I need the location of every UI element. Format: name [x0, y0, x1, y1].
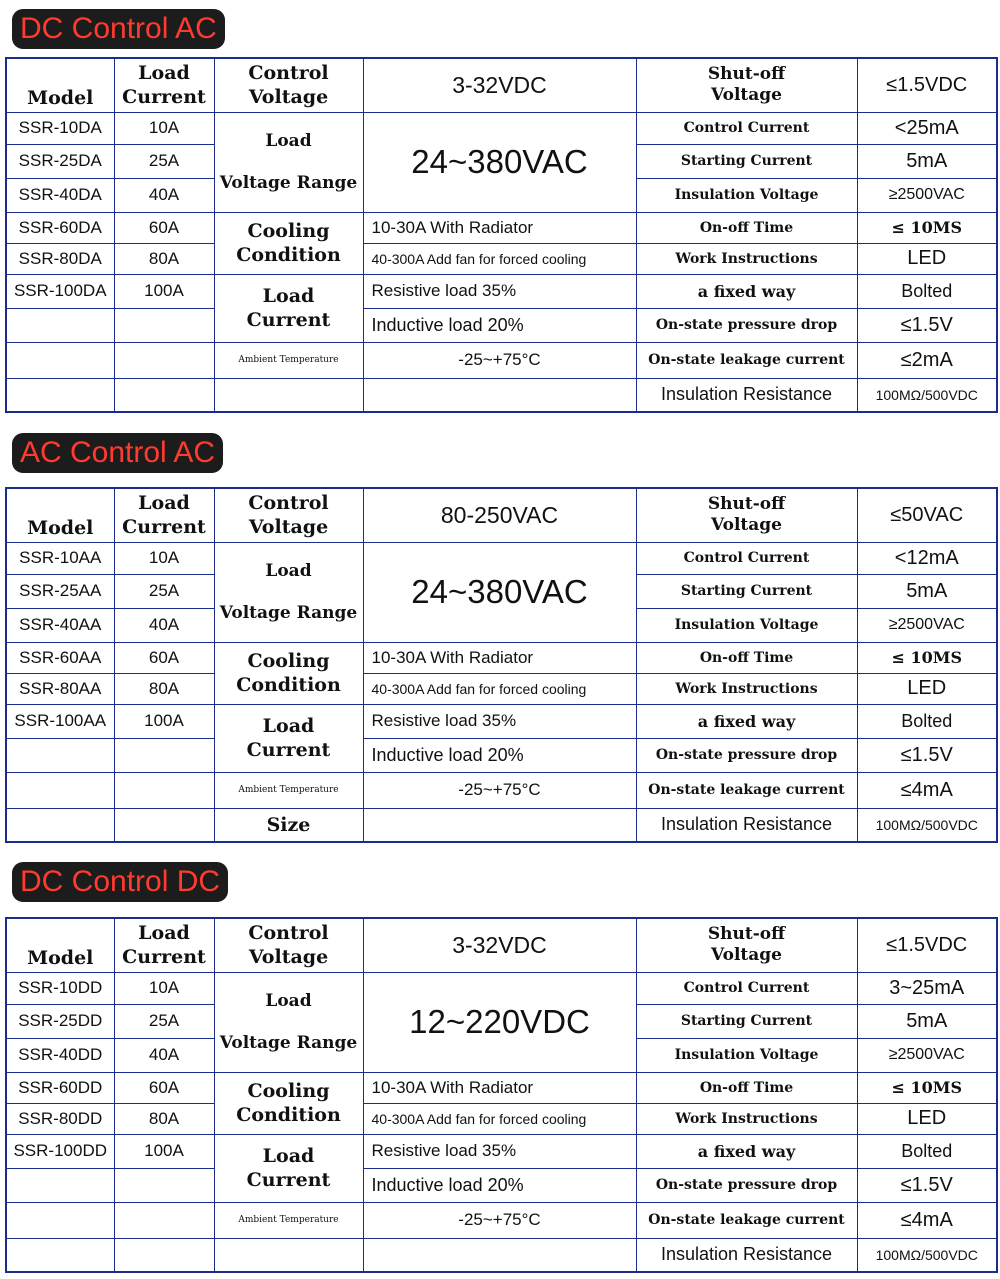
spec-value: ≤1.5V: [857, 738, 997, 772]
model-header: Model: [6, 58, 114, 112]
empty-cell: [363, 808, 636, 842]
spec-label: Starting Current: [636, 574, 857, 608]
model-cell: SSR-80DA: [6, 243, 114, 274]
spec-label: Starting Current: [636, 1004, 857, 1038]
load-voltage-value: 24~380VAC: [363, 112, 636, 212]
spec-value: 100MΩ/500VDC: [857, 1238, 997, 1272]
load-voltage-label-line2: Voltage Range: [219, 603, 358, 623]
spec-label: a fixed way: [636, 274, 857, 308]
spec-label: Insulation Voltage: [636, 178, 857, 212]
current-cell: 10A: [114, 542, 214, 574]
load-voltage-label: [214, 972, 363, 1072]
table-row: [6, 772, 997, 808]
load-current-value-1: Resistive load 35%: [363, 1134, 636, 1168]
size-label: Size: [214, 808, 363, 842]
cooling-condition-label: Cooling Condition: [214, 1072, 363, 1134]
spec-value: ≤1.5V: [857, 1168, 997, 1202]
model-cell: SSR-100AA: [6, 704, 114, 738]
spec-label: a fixed way: [636, 1134, 857, 1168]
spec-label: Control Current: [636, 972, 857, 1004]
control-voltage-value: 3-32VDC: [363, 918, 636, 972]
load-current-label: Load Current: [214, 274, 363, 342]
empty-cell: [114, 308, 214, 342]
load-voltage-label: [214, 542, 363, 642]
model-cell: SSR-100DA: [6, 274, 114, 308]
spec-value: 5mA: [857, 1004, 997, 1038]
section-title-badge-2: AC Control AC: [12, 433, 223, 473]
ambient-temperature-label: Ambient Temperature: [214, 772, 363, 808]
table-row: [6, 112, 997, 144]
ambient-temperature-label: Ambient Temperature: [214, 1202, 363, 1238]
load-current-header: Load Current: [114, 488, 214, 542]
current-cell: 40A: [114, 1038, 214, 1072]
control-voltage-header: Control Voltage: [214, 918, 363, 972]
model-cell: SSR-100DD: [6, 1134, 114, 1168]
empty-cell: [363, 1238, 636, 1272]
cooling-value-2: 40-300A Add fan for forced cooling: [363, 1103, 636, 1134]
table-row: [6, 308, 997, 342]
table-row: [6, 1103, 997, 1134]
empty-cell: [6, 308, 114, 342]
table-row: [6, 274, 997, 308]
load-voltage-value: 24~380VAC: [363, 542, 636, 642]
shutoff-voltage-value: ≤1.5VDC: [857, 58, 997, 112]
current-cell: 100A: [114, 1134, 214, 1168]
table-row: [6, 642, 997, 673]
model-cell: SSR-60DA: [6, 212, 114, 243]
header-row: [6, 488, 997, 542]
spec-value: ≤ 10MS: [857, 1072, 997, 1103]
empty-cell: [6, 378, 114, 412]
model-header: Model: [6, 488, 114, 542]
load-voltage-label: [214, 112, 363, 212]
empty-cell: [6, 738, 114, 772]
empty-cell: [114, 738, 214, 772]
spec-value: 100MΩ/500VDC: [857, 808, 997, 842]
spec-value: LED: [857, 1103, 997, 1134]
current-cell: 40A: [114, 178, 214, 212]
empty-cell: [363, 378, 636, 412]
cooling-value-1: 10-30A With Radiator: [363, 1072, 636, 1103]
size-label: [214, 378, 363, 412]
empty-cell: [6, 342, 114, 378]
current-cell: 60A: [114, 1072, 214, 1103]
spec-value: 5mA: [857, 144, 997, 178]
model-cell: SSR-25AA: [6, 574, 114, 608]
table-row: [6, 972, 997, 1004]
model-cell: SSR-80AA: [6, 673, 114, 704]
spec-label: On-off Time: [636, 642, 857, 673]
current-cell: 25A: [114, 574, 214, 608]
spec-value: 3~25mA: [857, 972, 997, 1004]
section-title-badge-3: DC Control DC: [12, 862, 228, 902]
table-row: [6, 212, 997, 243]
empty-cell: [114, 342, 214, 378]
control-voltage-header: Control Voltage: [214, 58, 363, 112]
current-cell: 100A: [114, 704, 214, 738]
size-label: [214, 1238, 363, 1272]
load-current-label: Load Current: [214, 704, 363, 772]
table-row: [6, 542, 997, 574]
spec-table-2: [5, 487, 998, 843]
spec-value: ≤1.5V: [857, 308, 997, 342]
current-cell: 100A: [114, 274, 214, 308]
spec-label: On-off Time: [636, 1072, 857, 1103]
load-current-value-2: Inductive load 20%: [363, 738, 636, 772]
spec-value: ≤4mA: [857, 772, 997, 808]
spec-label: On-state pressure drop: [636, 1168, 857, 1202]
cooling-value-2: 40-300A Add fan for forced cooling: [363, 673, 636, 704]
header-row: [6, 58, 997, 112]
shutoff-voltage-header: Shut-off Voltage: [636, 918, 857, 972]
cooling-condition-label: Cooling Condition: [214, 642, 363, 704]
model-cell: SSR-80DD: [6, 1103, 114, 1134]
load-voltage-value: 12~220VDC: [363, 972, 636, 1072]
empty-cell: [114, 1168, 214, 1202]
spec-value: <12mA: [857, 542, 997, 574]
spec-value: ≥2500VAC: [857, 608, 997, 642]
cooling-condition-label: Cooling Condition: [214, 212, 363, 274]
current-cell: 80A: [114, 1103, 214, 1134]
spec-value: Bolted: [857, 274, 997, 308]
shutoff-voltage-header: Shut-off Voltage: [636, 488, 857, 542]
spec-value: LED: [857, 243, 997, 274]
control-voltage-header: Control Voltage: [214, 488, 363, 542]
empty-cell: [114, 1202, 214, 1238]
load-current-value-1: Resistive load 35%: [363, 274, 636, 308]
spec-label: Work Instructions: [636, 673, 857, 704]
load-voltage-label-line2: Voltage Range: [219, 1033, 358, 1053]
spec-label: Work Instructions: [636, 1103, 857, 1134]
spec-label: Control Current: [636, 542, 857, 574]
section-title-badge-1: DC Control AC: [12, 9, 225, 49]
model-cell: SSR-40AA: [6, 608, 114, 642]
empty-cell: [114, 772, 214, 808]
spec-value: ≥2500VAC: [857, 178, 997, 212]
ambient-temperature-label: Ambient Temperature: [214, 342, 363, 378]
cooling-value-1: 10-30A With Radiator: [363, 212, 636, 243]
spec-label: Work Instructions: [636, 243, 857, 274]
spec-value: Bolted: [857, 704, 997, 738]
spec-value: Bolted: [857, 1134, 997, 1168]
spec-value: 100MΩ/500VDC: [857, 378, 997, 412]
table-row: [6, 673, 997, 704]
spec-label: a fixed way: [636, 704, 857, 738]
spec-label: On-off Time: [636, 212, 857, 243]
current-cell: 80A: [114, 243, 214, 274]
ambient-temperature-value: -25~+75°C: [363, 1202, 636, 1238]
load-voltage-label-line1: Load: [265, 131, 312, 151]
spec-value: 5mA: [857, 574, 997, 608]
spec-label: On-state pressure drop: [636, 738, 857, 772]
spec-label: On-state pressure drop: [636, 308, 857, 342]
model-cell: SSR-60AA: [6, 642, 114, 673]
table-row: [6, 1168, 997, 1202]
table-row: [6, 1238, 997, 1272]
load-current-header: Load Current: [114, 58, 214, 112]
table-row: [6, 808, 997, 842]
load-voltage-label-line1: Load: [265, 561, 312, 581]
control-voltage-value: 80-250VAC: [363, 488, 636, 542]
load-current-value-2: Inductive load 20%: [363, 1168, 636, 1202]
empty-cell: [6, 1168, 114, 1202]
model-cell: SSR-10DD: [6, 972, 114, 1004]
spec-label: Insulation Voltage: [636, 608, 857, 642]
model-cell: SSR-10AA: [6, 542, 114, 574]
spec-value: ≤4mA: [857, 1202, 997, 1238]
empty-cell: [6, 1238, 114, 1272]
cooling-value-2: 40-300A Add fan for forced cooling: [363, 243, 636, 274]
current-cell: 80A: [114, 673, 214, 704]
shutoff-voltage-header: Shut-off Voltage: [636, 58, 857, 112]
current-cell: 40A: [114, 608, 214, 642]
spec-label: Insulation Resistance: [636, 1238, 857, 1272]
table-row: [6, 378, 997, 412]
cooling-value-1: 10-30A With Radiator: [363, 642, 636, 673]
spec-table-1: [5, 57, 998, 413]
spec-value: ≤ 10MS: [857, 212, 997, 243]
current-cell: 10A: [114, 972, 214, 1004]
ambient-temperature-value: -25~+75°C: [363, 342, 636, 378]
spec-label: On-state leakage current: [636, 342, 857, 378]
load-voltage-label-line1: Load: [265, 991, 312, 1011]
spec-value: LED: [857, 673, 997, 704]
spec-label: On-state leakage current: [636, 772, 857, 808]
spec-value: ≤ 10MS: [857, 642, 997, 673]
table-row: [6, 342, 997, 378]
model-cell: SSR-40DA: [6, 178, 114, 212]
load-voltage-label-line2: Voltage Range: [219, 173, 358, 193]
load-current-value-1: Resistive load 35%: [363, 704, 636, 738]
empty-cell: [6, 808, 114, 842]
model-cell: SSR-10DA: [6, 112, 114, 144]
ambient-temperature-value: -25~+75°C: [363, 772, 636, 808]
spec-label: Insulation Resistance: [636, 808, 857, 842]
empty-cell: [114, 378, 214, 412]
spec-label: Control Current: [636, 112, 857, 144]
model-cell: SSR-25DD: [6, 1004, 114, 1038]
empty-cell: [6, 772, 114, 808]
model-header: Model: [6, 918, 114, 972]
spec-value: ≥2500VAC: [857, 1038, 997, 1072]
current-cell: 10A: [114, 112, 214, 144]
table-row: [6, 1072, 997, 1103]
empty-cell: [114, 1238, 214, 1272]
current-cell: 25A: [114, 144, 214, 178]
spec-value: ≤2mA: [857, 342, 997, 378]
table-row: [6, 738, 997, 772]
load-current-label: Load Current: [214, 1134, 363, 1202]
table-row: [6, 1202, 997, 1238]
spec-label: Starting Current: [636, 144, 857, 178]
spec-label: Insulation Voltage: [636, 1038, 857, 1072]
empty-cell: [6, 1202, 114, 1238]
current-cell: 60A: [114, 642, 214, 673]
spec-label: Insulation Resistance: [636, 378, 857, 412]
spec-label: On-state leakage current: [636, 1202, 857, 1238]
spec-value: <25mA: [857, 112, 997, 144]
table-row: [6, 1134, 997, 1168]
empty-cell: [114, 808, 214, 842]
shutoff-voltage-value: ≤1.5VDC: [857, 918, 997, 972]
header-row: [6, 918, 997, 972]
shutoff-voltage-value: ≤50VAC: [857, 488, 997, 542]
table-row: [6, 704, 997, 738]
table-row: [6, 243, 997, 274]
model-cell: SSR-40DD: [6, 1038, 114, 1072]
load-current-value-2: Inductive load 20%: [363, 308, 636, 342]
current-cell: 25A: [114, 1004, 214, 1038]
spec-table-3: [5, 917, 998, 1273]
current-cell: 60A: [114, 212, 214, 243]
load-current-header: Load Current: [114, 918, 214, 972]
model-cell: SSR-60DD: [6, 1072, 114, 1103]
control-voltage-value: 3-32VDC: [363, 58, 636, 112]
model-cell: SSR-25DA: [6, 144, 114, 178]
